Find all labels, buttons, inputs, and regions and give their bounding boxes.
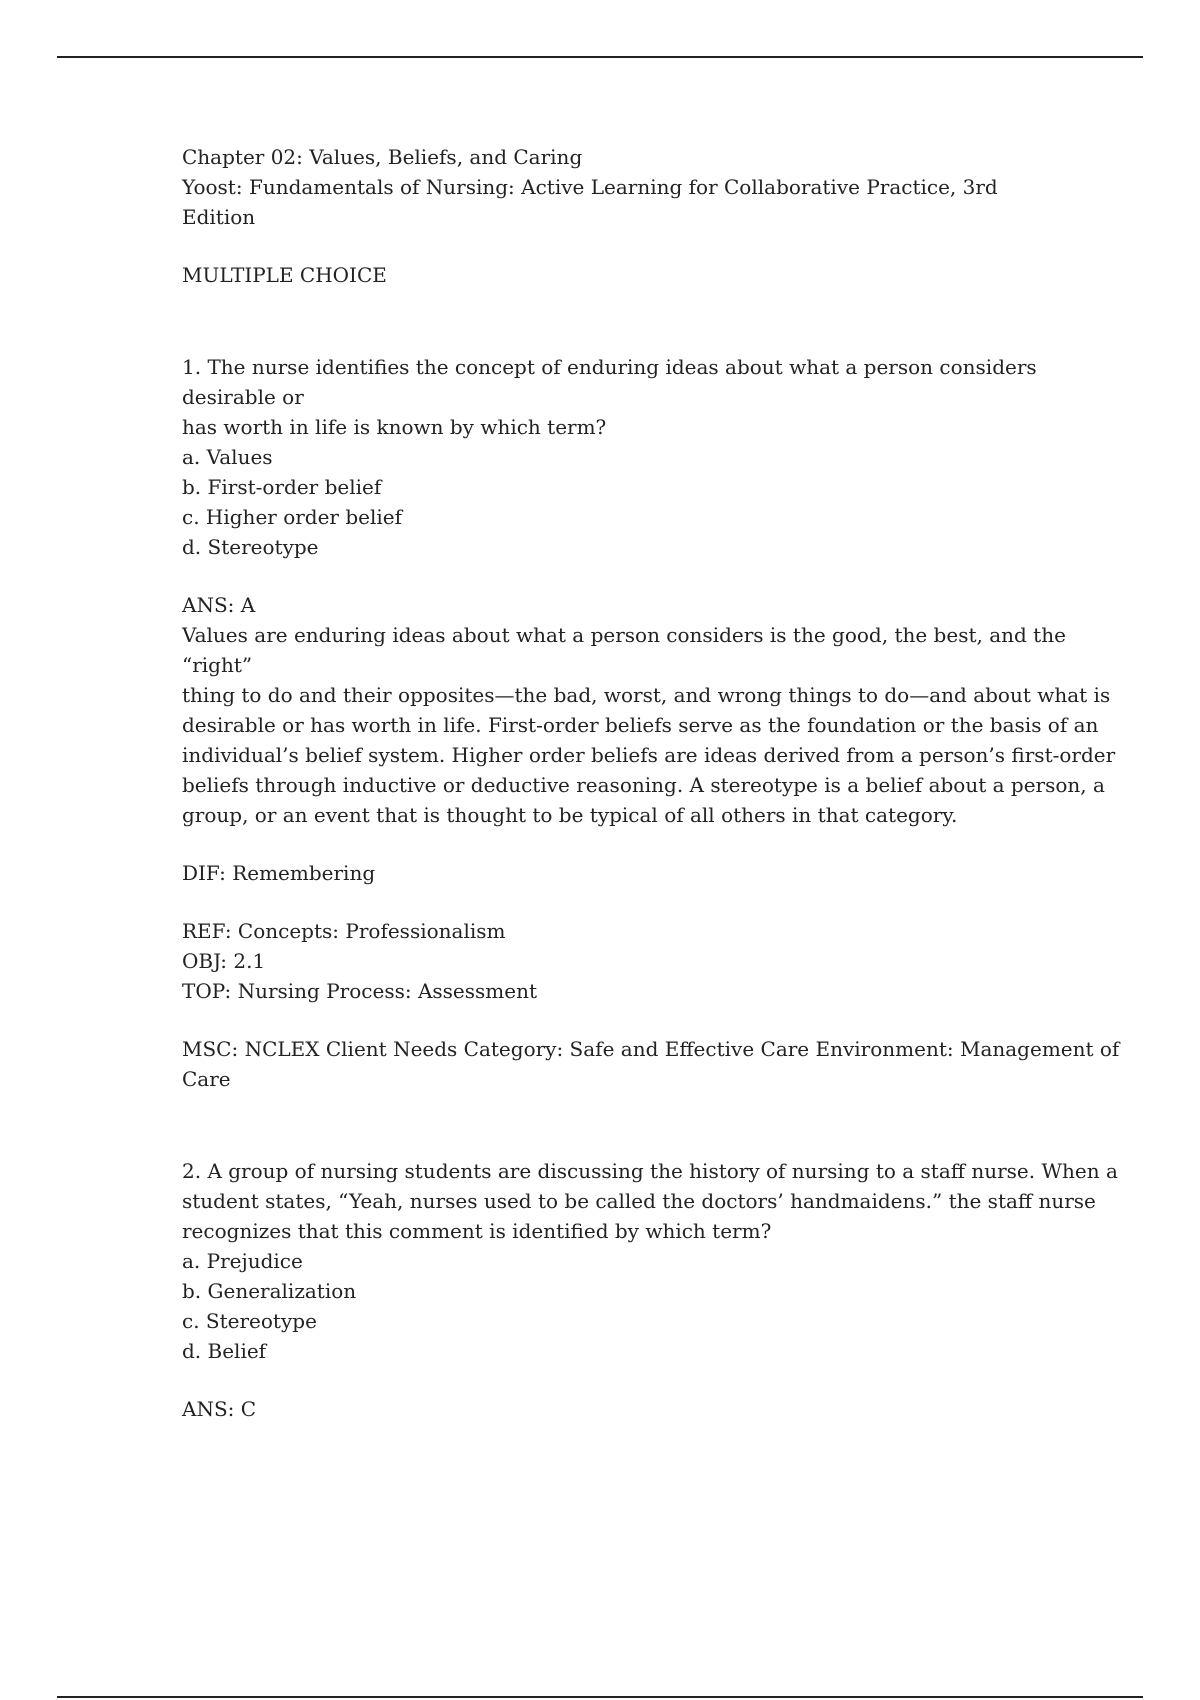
question-1-rationale-line: Values are enduring ideas about what a person considers is the good, the best, and the [182, 623, 1066, 647]
question-2-answer: ANS: C [182, 1397, 257, 1421]
question-2-stem-line: 2. A group of nursing students are discussing the history of nursing to a staff nurse. When a [182, 1159, 1118, 1183]
question-1-stem-line: has worth in life is known by which term? [182, 415, 607, 439]
question-2-stem-line: student states, “Yeah, nurses used to be called the doctors’ handmaidens.” the staff nurse [182, 1189, 1096, 1213]
question-2-stem-line: recognizes that this comment is identified by which term? [182, 1219, 772, 1243]
question-1-answer: ANS: A [182, 593, 256, 617]
question-1-rationale-line: desirable or has worth in life. First-order beliefs serve as the foundation or the basis of an [182, 713, 1099, 737]
question-2-option-b: b. Generalization [182, 1279, 357, 1303]
document-body [182, 142, 1120, 1424]
question-1-rationale-line: thing to do and their opposites—the bad, worst, and wrong things to do—and about what is [182, 683, 1111, 707]
question-2-option-a: a. Prejudice [182, 1249, 303, 1273]
question-1-msc-line: MSC: NCLEX Client Needs Category: Safe and Effective Care Environment: Management of [182, 1037, 1120, 1061]
chapter-title: Chapter 02: Values, Beliefs, and Caring [182, 145, 583, 169]
question-1-reference: REF: Concepts: Professionalism [182, 919, 506, 943]
question-1-topic: TOP: Nursing Process: Assessment [182, 979, 537, 1003]
question-1-msc-line: Care [182, 1067, 231, 1091]
question-1-rationale-line: individual’s belief system. Higher order beliefs are ideas derived from a person’s first-order [182, 743, 1116, 767]
question-1-objective: OBJ: 2.1 [182, 949, 266, 973]
question-2 [182, 1156, 1118, 1424]
question-1-option-c: c. Higher order belief [182, 505, 403, 529]
question-2-option-c: c. Stereotype [182, 1309, 317, 1333]
top-rule [57, 56, 1143, 58]
question-1-stem-line: 1. The nurse identifies the concept of enduring ideas about what a person considers [182, 355, 1037, 379]
question-1-option-b: b. First-order belief [182, 475, 382, 499]
question-1-option-a: a. Values [182, 445, 273, 469]
question-1-rationale-line: “right” [182, 653, 253, 677]
question-1-option-d: d. Stereotype [182, 535, 319, 559]
question-1-rationale-line: beliefs through inductive or deductive reasoning. A stereotype is a belief about a person, a [182, 773, 1105, 797]
question-1-difficulty: DIF: Remembering [182, 861, 376, 885]
book-title-line-2: Edition [182, 205, 256, 229]
question-1-rationale-line: group, or an event that is thought to be typical of all others in that category. [182, 803, 958, 827]
question-1 [182, 352, 1120, 1094]
book-title-line-1: Yoost: Fundamentals of Nursing: Active Learning for Collaborative Practice, 3rd [182, 175, 998, 199]
section-heading: MULTIPLE CHOICE [182, 263, 387, 287]
bottom-rule [57, 1696, 1143, 1698]
question-1-stem-line: desirable or [182, 385, 304, 409]
question-2-option-d: d. Belief [182, 1339, 267, 1363]
